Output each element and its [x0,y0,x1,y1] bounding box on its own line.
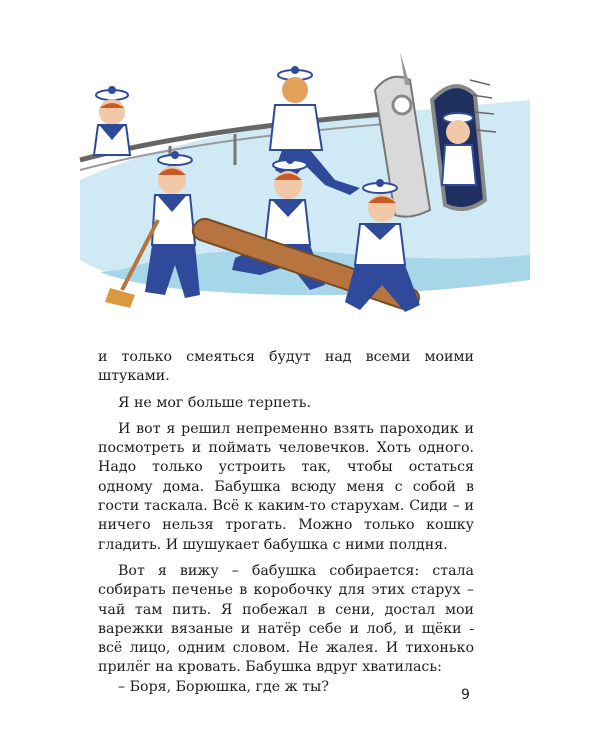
body-text [98,348,474,697]
illustration [60,40,540,340]
paragraph: и только смеяться будут над всеми моими штуками. [98,349,474,385]
sailor-boys-illustration [60,40,540,340]
paragraph: И вот я решил непременно взять пароходик и посмотреть и поймать человечков. Хоть одного. Надо только устроить так, чтобы остаться одному дома. Бабушка всюду меня с собой в гости таскала. Всё к каким-то старухам. Сиди – и ничего нельзя трогать. Можно только кошку гладить. И шушукает бабушка с ними полдня. [98,420,474,553]
paragraph: – Боря, Борюшка, где ж ты? [118,678,329,695]
page-number: 9 [461,687,470,703]
paragraph: Я не мог больше терпеть. [118,394,312,411]
paragraph: Вот я вижу – бабушка собирается: стала собирать печенье в коробочку для этих старух – чай там пить. Я побежал в сени, достал мои варежки вязаные и натёр себе и лоб, и щёки - всё лицо, одним словом. Не жалея. И тихонько прилёг на кровать. Бабушка вдруг хватилась: [98,562,474,676]
